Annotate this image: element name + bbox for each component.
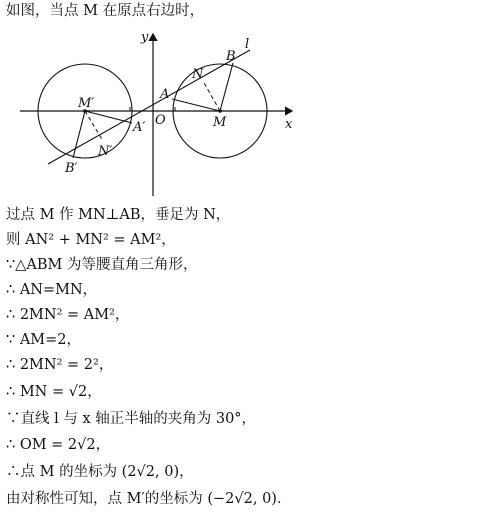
step-9: ∵直线 l 与 x 轴正半轴的夹角为 30°， [6, 411, 257, 427]
label-B-prime: B′ [65, 161, 78, 176]
step-3: ∵△ABM 为等腰直角三角形， [6, 257, 198, 273]
step-2: 则 AN² + MN² = AM²， [6, 232, 176, 248]
segment-BprimeMprime [73, 111, 85, 158]
label-A: A [160, 87, 170, 102]
label-y: y [141, 30, 149, 45]
step-4: ∴ AN=MN， [6, 282, 98, 298]
intro-text: 如图，当点 M 在原点右边时， [6, 3, 205, 19]
step-11: ∴点 M 的坐标为 (2√2, 0)， [6, 464, 194, 480]
step-1: 过点 M 作 MN⊥AB，垂足为 N， [6, 207, 231, 223]
label-B: B [226, 49, 236, 64]
label-N-prime: N′ [98, 144, 113, 159]
label-M: M [213, 115, 227, 130]
step-8: ∴ MN = √2， [6, 384, 102, 400]
label-N: N [192, 67, 204, 82]
step-12: 由对称性可知，点 M′的坐标为 (−2√2, 0)． [6, 491, 292, 507]
step-5: ∴ 2MN² = AM²， [6, 307, 130, 323]
step-6: ∵ AM=2， [6, 332, 82, 348]
label-A-prime: A′ [133, 120, 146, 135]
segment-AprimeMprime [85, 111, 132, 123]
segment-MN-dashed [203, 81, 220, 111]
step-7: ∴ 2MN² = 2²， [6, 357, 114, 373]
geometry-figure [0, 26, 330, 198]
step-10: ∴ OM = 2√2， [6, 437, 111, 453]
label-O: O [155, 113, 166, 128]
label-M-prime: M′ [78, 96, 95, 111]
label-l: l [245, 37, 250, 52]
segment-AM [172, 99, 220, 111]
label-x: x [285, 117, 293, 132]
segment-BM [220, 63, 233, 111]
segment-MprimeNprime-dashed [85, 111, 103, 141]
